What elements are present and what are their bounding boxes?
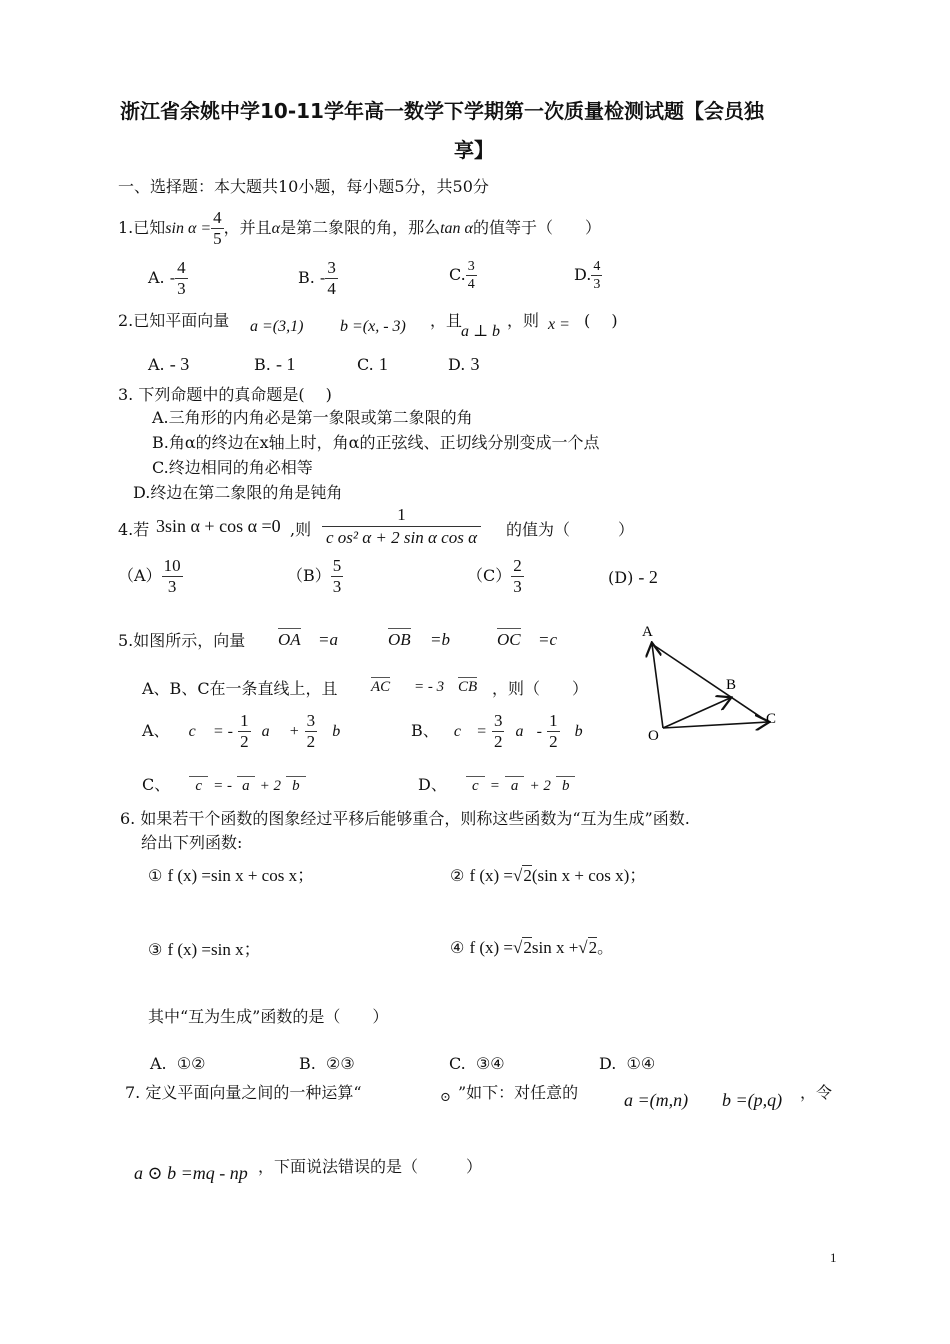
q1-option-c bbox=[449, 258, 477, 293]
page-number: 1 bbox=[830, 1250, 837, 1265]
q5-d-b: b bbox=[556, 778, 576, 795]
q4-den: c os² α + 2 sin α cos α bbox=[326, 528, 477, 547]
q5-oa bbox=[278, 630, 301, 650]
question-3-stem: 3. 下列命题中的真命题是( ) bbox=[118, 385, 332, 404]
q1-d-den: 3 bbox=[593, 277, 601, 292]
q1-tan: tan α bbox=[440, 220, 473, 237]
q5-oc bbox=[497, 630, 521, 650]
q1-c-den: 4 bbox=[467, 277, 475, 292]
q5-a-eq: = - bbox=[212, 723, 233, 740]
q4-a-den: 3 bbox=[167, 577, 177, 596]
q6-a-label: A. bbox=[150, 1054, 167, 1073]
q2-option-c bbox=[357, 354, 388, 375]
q2-b-val: - 1 bbox=[275, 354, 296, 374]
q6-function-1 bbox=[148, 861, 314, 886]
q4-a-frac bbox=[162, 556, 183, 597]
q6-d-label: D. bbox=[599, 1054, 617, 1073]
q3-option-c: C.终边相同的角必相等 bbox=[152, 458, 313, 477]
q5-eqb: =b bbox=[430, 630, 450, 649]
q6-option-b bbox=[299, 1054, 355, 1073]
q6-question: 其中“互为生成”函数的是（ ） bbox=[148, 1007, 389, 1026]
q4-d-val: - 2 bbox=[638, 567, 658, 587]
q6-f4b: sin x + bbox=[531, 938, 579, 957]
point-b-label: B bbox=[726, 677, 737, 693]
q1-alpha: α bbox=[271, 220, 281, 237]
q1-option-d-frac bbox=[591, 258, 602, 293]
q5-d-a: a bbox=[505, 778, 525, 795]
point-c-label: C bbox=[766, 711, 777, 727]
q6-function-4: ④ f (x) =√2sin x +√2。 bbox=[450, 938, 614, 957]
q5-b-f2n: 1 bbox=[549, 711, 558, 730]
q5-a-f2n: 3 bbox=[306, 711, 316, 730]
point-o-label: O bbox=[648, 728, 659, 744]
q6-f1: f (x) =sin x + cos x； bbox=[167, 866, 315, 885]
q4-option-d bbox=[608, 567, 658, 588]
q5-line2: A、B、C在一条直线上，且 bbox=[142, 679, 338, 698]
q6-c-label: C. bbox=[449, 1054, 466, 1073]
q6-option-d bbox=[599, 1054, 655, 1073]
q1-a-den: 3 bbox=[177, 279, 186, 298]
q5-b-c: c bbox=[453, 723, 461, 740]
q1-num: 4 bbox=[213, 208, 222, 227]
q5-b-minus: - bbox=[536, 723, 542, 740]
q4-comma: ,则 bbox=[290, 520, 312, 539]
q2-prefix: 2.已知平面向量 bbox=[118, 311, 230, 330]
q5-ob bbox=[388, 630, 411, 650]
point-a-label: A bbox=[642, 624, 653, 640]
q5-a-f1n: 1 bbox=[240, 711, 249, 730]
q5-c-b: b bbox=[286, 778, 306, 795]
q2-vector-a: a =(3,1) bbox=[250, 318, 304, 335]
doc-title-line2: 享】 bbox=[454, 138, 494, 162]
q2-option-a bbox=[148, 354, 189, 375]
q5-ob-vec: OB bbox=[388, 630, 411, 649]
doc-title-line1: 浙江省余姚中学10-11学年高一数学下学期第一次质量检测试题【会员独 bbox=[120, 99, 764, 123]
q7-ling: ，令 bbox=[800, 1083, 833, 1102]
q4-d-label: (D) bbox=[608, 568, 634, 587]
q1-c-num: 3 bbox=[467, 259, 475, 274]
q5-a-b: b bbox=[332, 723, 341, 740]
q4-option-b bbox=[287, 556, 343, 597]
q5-eqc: =c bbox=[538, 630, 558, 649]
q4-option-a bbox=[118, 556, 183, 597]
q6-f2a: f (x) = bbox=[469, 866, 514, 885]
q2-option-d bbox=[448, 354, 479, 375]
q6-f4-root2: 2 bbox=[588, 938, 598, 957]
q6-f4-mark: ④ bbox=[450, 938, 465, 957]
q5-a-frac2 bbox=[305, 711, 318, 752]
q6-c-val: ③④ bbox=[475, 1054, 505, 1073]
q5-ac-vec: AC bbox=[371, 679, 391, 695]
q4-b-num: 5 bbox=[332, 556, 342, 575]
q7-odot: ⊙ bbox=[440, 1090, 451, 1105]
q4-a-label: （A） bbox=[118, 566, 162, 585]
q2-vector-b: b =(x, - 3) bbox=[340, 318, 406, 335]
q4-c-num: 2 bbox=[513, 556, 522, 575]
q6-f2b: (sin x + cos x)； bbox=[531, 866, 647, 885]
q5-b-frac2 bbox=[547, 711, 560, 752]
q4-equation: 3sin α + cos α =0 bbox=[156, 516, 281, 536]
q1-option-a-frac bbox=[175, 258, 188, 299]
question-4-prefix: 4.若 bbox=[118, 520, 150, 539]
q5-c-plus: + 2 bbox=[259, 778, 282, 794]
q7-suffix: ，下面说法错误的是（ ） bbox=[258, 1157, 483, 1176]
q2-c-label: C. bbox=[357, 355, 374, 374]
q2-x: x = bbox=[548, 316, 570, 333]
q1-den: 5 bbox=[213, 229, 222, 248]
q1-d-num: 4 bbox=[593, 259, 601, 274]
q2-a-val: - 3 bbox=[169, 354, 190, 374]
q5-cb bbox=[458, 679, 477, 696]
q4-b-label: （B） bbox=[287, 566, 331, 585]
q6-f2-root: 2 bbox=[523, 866, 532, 885]
q6-option-c bbox=[449, 1054, 505, 1073]
q6-f2-mark: ② bbox=[450, 866, 465, 885]
question-5-prefix: 5.如图所示，向量 bbox=[118, 631, 246, 650]
q5-a-plus: + bbox=[288, 723, 300, 740]
q4-c-frac bbox=[511, 556, 524, 597]
q2-a-label: A. bbox=[148, 355, 165, 374]
q5-a-frac1 bbox=[238, 711, 251, 752]
q6-f3: f (x) =sin x； bbox=[167, 940, 261, 959]
q5-b-label: B、 bbox=[411, 721, 439, 740]
q6-a-val: ①② bbox=[176, 1054, 206, 1073]
q4-option-c bbox=[467, 556, 524, 597]
q1-option-c-label: C. bbox=[449, 265, 466, 284]
q1-option-b bbox=[298, 258, 338, 299]
q5-c-expr: = - bbox=[213, 778, 232, 794]
q1-option-b-frac bbox=[325, 258, 338, 299]
q3-option-a: A.三角形的内角必是第一象限或第二象限的角 bbox=[152, 408, 473, 427]
q5-b-frac1 bbox=[492, 711, 505, 752]
q5-a-f2d: 2 bbox=[306, 732, 316, 751]
vector-oa-line bbox=[652, 644, 663, 728]
q7-vector-b: b =(p,q) bbox=[722, 1090, 783, 1110]
q5-option-a bbox=[142, 711, 340, 752]
q5-a-c: c bbox=[188, 723, 196, 740]
q5-b-b: b bbox=[574, 723, 583, 740]
vector-ob-line bbox=[663, 698, 730, 728]
q5-d-c: c bbox=[466, 778, 485, 795]
q2-paren: ( ) bbox=[584, 311, 618, 330]
line-ac bbox=[652, 644, 768, 722]
q5-b-eq: = bbox=[476, 723, 487, 740]
q1-sin: sin α = bbox=[165, 220, 212, 237]
q1-option-d-label: D. bbox=[574, 265, 592, 284]
q6-f1-mark: ① bbox=[148, 866, 163, 885]
q6-f4c: 。 bbox=[597, 938, 614, 957]
q4-b-frac bbox=[331, 556, 344, 597]
q4-num: 1 bbox=[322, 504, 481, 527]
vector-oc-line bbox=[663, 722, 768, 728]
q1-b-num: 3 bbox=[327, 258, 336, 277]
q6-function-3 bbox=[148, 935, 261, 960]
question-6-stem1: 6. 如果若干个函数的图象经过平移后能够重合，则称这些函数为“互为生成”函数. bbox=[120, 809, 690, 828]
q2-text: ，且 bbox=[430, 311, 463, 330]
q5-d-label: D、 bbox=[418, 775, 447, 794]
q5-a-f1d: 2 bbox=[240, 732, 249, 751]
q6-b-label: B. bbox=[299, 1054, 316, 1073]
q1-option-a-label: A. - bbox=[148, 268, 176, 287]
q2-c-val: 1 bbox=[378, 354, 388, 374]
q5-a-a: a bbox=[261, 723, 270, 740]
q6-f3-mark: ③ bbox=[148, 940, 163, 959]
q2-then: ，则 bbox=[507, 311, 540, 330]
q4-fraction bbox=[322, 504, 481, 549]
q2-option-b bbox=[254, 354, 295, 375]
q5-c-label: C、 bbox=[142, 775, 171, 794]
q7-vector-a: a =(m,n) bbox=[624, 1090, 689, 1110]
question-2-stem bbox=[118, 308, 229, 331]
q5-ac bbox=[371, 679, 390, 696]
q3-option-d: D.终边在第二象限的角是钝角 bbox=[133, 483, 343, 502]
q2-b-label: B. bbox=[254, 355, 271, 374]
q4-c-label: （C） bbox=[467, 566, 512, 585]
q5-eq3: = - 3 bbox=[414, 679, 445, 695]
q6-f4a: f (x) = bbox=[469, 938, 514, 957]
q1-option-a bbox=[148, 258, 188, 299]
q5-oa-vec: OA bbox=[278, 630, 301, 649]
q2-d-val: 3 bbox=[470, 354, 480, 374]
q5-c-a: a bbox=[237, 778, 255, 795]
q5-line2-end: ，则（ ） bbox=[492, 679, 589, 698]
q6-d-val: ①④ bbox=[626, 1054, 656, 1073]
q3-option-b: B.角α的终边在x轴上时，角α的正弦线、正切线分别变成一个点 bbox=[152, 433, 600, 452]
q4-c-den: 3 bbox=[513, 577, 522, 596]
q5-option-c bbox=[142, 772, 306, 795]
q5-oc-vec: OC bbox=[497, 630, 521, 649]
q1-prefix: 1.已知 bbox=[118, 218, 166, 237]
q5-b-f2d: 2 bbox=[549, 732, 558, 751]
q5-b-f1n: 3 bbox=[493, 711, 503, 730]
q7-definition: a ⊙ b =mq - np bbox=[134, 1163, 248, 1183]
q6-f4-root1: 2 bbox=[523, 938, 532, 957]
q5-option-b bbox=[411, 711, 583, 752]
q2-perp: a ⊥ b bbox=[461, 323, 501, 340]
q1-b-den: 4 bbox=[327, 279, 336, 298]
q7-mid: ”如下：对任意的 bbox=[458, 1083, 579, 1102]
q5-d-plus: + 2 bbox=[529, 778, 551, 794]
q1-option-c-frac bbox=[466, 258, 477, 293]
q5-cb-vec: CB bbox=[458, 679, 478, 695]
question-7-prefix: 7. 定义平面向量之间的一种运算“ bbox=[125, 1083, 362, 1102]
q5-b-a: a bbox=[515, 723, 524, 740]
q1-text2: ，并且 bbox=[223, 218, 272, 237]
q6-b-val: ②③ bbox=[326, 1054, 355, 1073]
q1-a-num: 4 bbox=[177, 258, 186, 277]
q4-b-den: 3 bbox=[332, 577, 342, 596]
q1-fraction bbox=[211, 208, 224, 249]
q6-option-a bbox=[150, 1054, 206, 1073]
question-1-stem bbox=[118, 208, 601, 249]
q5-a-label: A、 bbox=[142, 721, 170, 740]
q4-suffix: 的值为（ ） bbox=[506, 520, 635, 539]
question-6-stem2: 给出下列函数: bbox=[141, 833, 243, 852]
q5-b-f1d: 2 bbox=[493, 732, 503, 751]
q4-a-num: 10 bbox=[163, 556, 181, 575]
q1-text4: 的值等于（ ） bbox=[472, 218, 601, 237]
q5-option-d bbox=[418, 772, 575, 795]
section-heading: 一、选择题：本大题共10小题，每小题5分，共50分 bbox=[118, 177, 489, 196]
q5-vector-figure bbox=[630, 618, 790, 748]
q4-frac-body bbox=[322, 504, 481, 549]
q1-option-d bbox=[574, 258, 602, 293]
q5-d-eq: = bbox=[489, 778, 500, 794]
q5-eqa: =a bbox=[318, 630, 338, 649]
q6-function-2: ② f (x) =√2(sin x + cos x)； bbox=[450, 866, 647, 885]
q5-c-c: c bbox=[189, 778, 208, 795]
q1-text3: 是第二象限的角，那么 bbox=[280, 218, 441, 237]
q1-option-b-label: B. - bbox=[298, 268, 326, 287]
q2-d-label: D. bbox=[448, 355, 466, 374]
